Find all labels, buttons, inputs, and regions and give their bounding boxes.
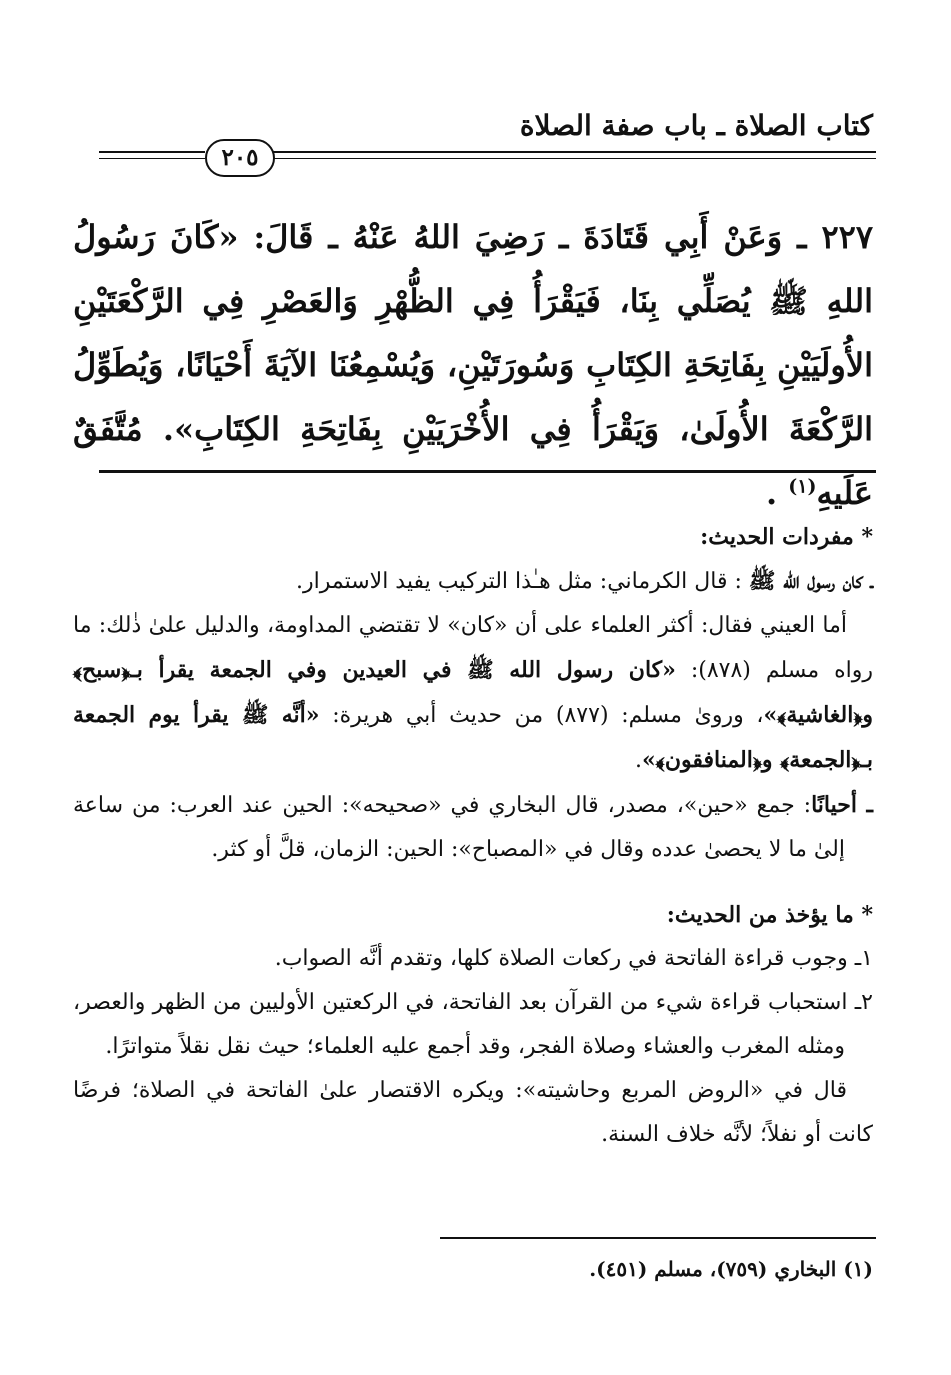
vocab-quote-abu-hurayra: «أنَّه ﷺ يقرأ يوم الجمعة بـ﴿الجمعة﴾ و﴿المنافقون﴾»	[73, 702, 873, 773]
hadith-footnote-ref: (١)	[788, 475, 817, 498]
lesson-item-2: ٢ـ استحباب قراءة شيء من القرآن بعد الفاتحة، في الركعتين الأوليين من الظهر والعصر، ومثله المغرب والعشاء وصلاة الفجر، وقد أجمع عليه العلماء؛ حيث نقل نقلاً متواترًا.	[73, 990, 873, 1059]
hadith-end: .	[766, 474, 789, 512]
footnote-marker: (١)	[843, 1257, 873, 1281]
hadith-text: وَعَنْ أَبِي قَتَادَةَ ـ رَضِيَ اللهُ عَنْهُ ـ قَالَ: «كَانَ رَسُولُ اللهِ ﷺ يُصَلِّي بِنَا، فَيَقْرَأُ فِي الظُّهْرِ وَالعَصْرِ فِي الرَّكْعَتَيْنِ الأُولَيَيْنِ بِفَاتِحَةِ الكِتَابِ وَسُورَتَيْنِ، وَيُسْمِعُنَا الآيَةَ أَحْيَانًا، وَيُطَوِّلُ الرَّكْعَةَ الأُولَىٰ، وَيَقْرَأُ فِي الأُخْرَيَيْنِ بِفَاتِحَةِ الكِتَابِ». مُتَّفَقٌ عَلَيهِ	[73, 218, 874, 512]
footnote-text: البخاري (٧٥٩)، مسلم (٤٥١).	[589, 1257, 837, 1281]
lesson-item-1: ١ـ وجوب قراءة الفاتحة في ركعات الصلاة كلها، وتقدم أنَّه الصواب.	[274, 946, 873, 971]
header-rule-right	[271, 151, 876, 153]
lessons-section	[73, 893, 873, 1157]
vocab-section	[73, 515, 873, 872]
vocab-entry-kana	[73, 559, 873, 604]
vocab-paragraph-aini	[73, 604, 873, 783]
footnote	[73, 1252, 873, 1286]
vocab-entry-ahyanan	[73, 783, 873, 872]
vocab-period: .	[635, 748, 643, 773]
hadith-number: ٢٢٧	[821, 218, 874, 256]
vocab-text-kana: : قال الكرماني: مثل هـٰذا التركيب يفيد الاستمرار.	[295, 569, 742, 594]
section-divider	[99, 470, 876, 473]
vocab-term-kana: ـ كان رسول الله ﷺ	[748, 568, 873, 594]
vocab-quote-muslim-878: «كان رسول الله ﷺ في العيدين وفي الجمعة يقرأ بـ﴿سبح﴾ و﴿الغاشية﴾»	[73, 657, 873, 728]
lessons-heading: * ما يؤخذ من الحديث:	[666, 902, 873, 928]
vocab-text-ahyanan: : جمع «حين»، مصدر، قال البخاري في «صحيحه»: الحين عند العرب: من ساعة إلىٰ ما لا يحصىٰ عدده وقال في «المصباح»: الحين: الزمان، قلَّ أو كثر.	[73, 793, 845, 862]
vocab-heading: * مفردات الحديث:	[700, 524, 873, 550]
header-rule-left-thin	[99, 158, 205, 159]
running-title: كتاب الصلاة ـ باب صفة الصلاة	[519, 109, 873, 142]
lesson-quote-rawd: قال في «الروض المربع وحاشيته»: ويكره الاقتصار علىٰ الفاتحة في الصلاة؛ فرضًا كانت أو نفلاً؛ لأنَّه خلاف السنة.	[73, 1078, 873, 1147]
footnote-rule	[440, 1237, 876, 1239]
header-rule-right-thin	[271, 158, 876, 159]
page-number: ٢٠٥	[205, 139, 275, 177]
vocab-term-ahyanan: ـ أحيانًا	[811, 792, 874, 818]
hadith-dash: ـ	[797, 218, 807, 256]
header-rule-left	[99, 151, 205, 153]
vocab-text-muslim-877: ، وروىٰ مسلم: (٨٧٧) من حديث أبي هريرة:	[319, 703, 764, 728]
hadith-text-block	[73, 205, 873, 525]
vocab-text-aini: أما العيني فقال: أكثر العلماء على أن «كان» لا تقتضي المداومة، والدليل علىٰ ذٰلك: ما رواه مسلم (٨٧٨):	[73, 613, 873, 683]
